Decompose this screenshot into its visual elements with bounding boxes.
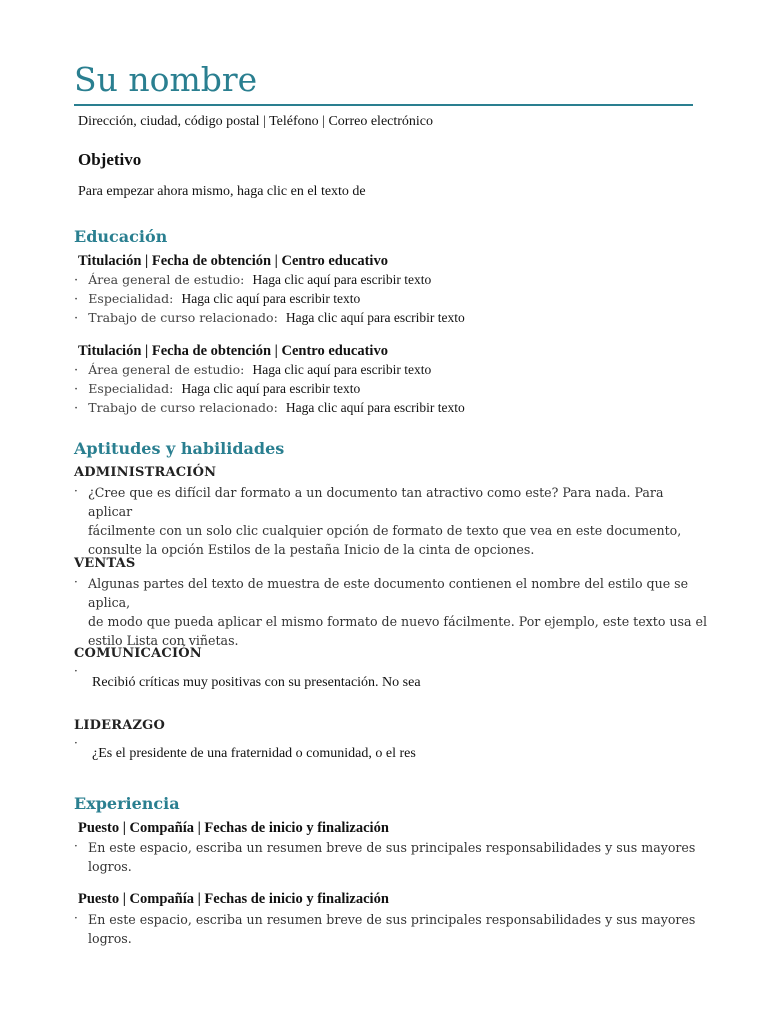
field-label: Trabajo de curso relacionado: <box>88 400 278 415</box>
field-value[interactable]: Haga clic aquí para escribir texto <box>252 362 432 377</box>
skill-paragraph[interactable] <box>88 483 708 559</box>
experience-entry-header[interactable]: Puesto | Compañía | Fechas de inicio y finalización <box>78 820 389 836</box>
skill-text[interactable]: Recibió críticas muy positivas con su presentación. No sea <box>92 675 421 690</box>
skill-paragraph[interactable] <box>88 574 708 650</box>
field-value[interactable]: Haga clic aquí para escribir texto <box>285 310 465 325</box>
education-item <box>74 272 431 288</box>
objective-text[interactable]: Para empezar ahora mismo, haga clic en el texto de <box>78 184 366 199</box>
experience-entry-header[interactable]: Puesto | Compañía | Fechas de inicio y finalización <box>78 891 389 907</box>
text-line: de modo que pueda aplicar el mismo formato de nuevo fácilmente. Por ejemplo, este texto usa el <box>88 614 707 629</box>
bullet-icon: · <box>74 273 79 288</box>
bullet-icon: · <box>74 382 79 397</box>
bullet-icon: · <box>74 575 78 589</box>
experience-summary[interactable] <box>88 838 708 876</box>
bullet-icon: · <box>74 484 78 498</box>
skills-heading: Aptitudes y habilidades <box>74 439 285 458</box>
bullet-icon: · <box>74 311 79 326</box>
skill-group-title: VENTAS <box>74 556 136 571</box>
field-label: Área general de estudio: <box>88 362 245 377</box>
field-value[interactable]: Haga clic aquí para escribir texto <box>285 400 465 415</box>
text-line: Algunas partes del texto de muestra de este documento contienen el nombre del estilo que se aplica, <box>88 576 689 610</box>
education-entry-header[interactable]: Titulación | Fecha de obtención | Centro educativo <box>78 253 388 269</box>
field-label: Área general de estudio: <box>88 272 245 287</box>
resume-name[interactable]: Su nombre <box>74 60 258 99</box>
text-line: logros. <box>88 859 132 874</box>
bullet-icon: · <box>74 664 78 678</box>
field-label: Especialidad: <box>88 381 174 396</box>
experience-heading: Experiencia <box>74 794 180 813</box>
bullet-icon: · <box>74 363 79 378</box>
education-heading: Educación <box>74 227 168 246</box>
bullet-icon: · <box>74 839 78 853</box>
field-label: Trabajo de curso relacionado: <box>88 310 278 325</box>
bullet-icon: · <box>74 401 79 416</box>
field-value[interactable]: Haga clic aquí para escribir texto <box>181 291 361 306</box>
text-line: En este espacio, escriba un resumen breve de sus principales responsabilidades y sus mayores <box>88 840 696 855</box>
education-item <box>74 362 431 378</box>
text-line: ¿Cree que es difícil dar formato a un documento tan atractivo como este? Para nada. Para aplicar <box>88 485 664 519</box>
skill-group-title: ADMINISTRACIÓN <box>74 465 217 480</box>
name-underline <box>74 104 693 106</box>
education-item <box>74 381 360 397</box>
education-item <box>74 291 360 307</box>
contact-line[interactable]: Dirección, ciudad, código postal | Teléfono | Correo electrónico <box>78 114 434 129</box>
text-line: estilo Lista con viñetas. <box>88 633 239 648</box>
field-label: Especialidad: <box>88 291 174 306</box>
education-item <box>74 400 465 416</box>
experience-summary[interactable] <box>88 910 708 948</box>
education-item <box>74 310 465 326</box>
objective-heading: Objetivo <box>78 150 142 169</box>
text-line: fácilmente con un solo clic cualquier opción de formato de texto que vea en este documento, <box>88 523 682 538</box>
skill-text[interactable]: ¿Es el presidente de una fraternidad o comunidad, o el res <box>92 746 416 761</box>
skill-group-title: LIDERAZGO <box>74 718 166 733</box>
text-line: logros. <box>88 931 132 946</box>
field-value[interactable]: Haga clic aquí para escribir texto <box>252 272 432 287</box>
text-line: En este espacio, escriba un resumen breve de sus principales responsabilidades y sus mayores <box>88 912 696 927</box>
bullet-icon: · <box>74 736 78 750</box>
bullet-icon: · <box>74 911 78 925</box>
skill-group-title: COMUNICACIÓN <box>74 646 202 661</box>
text-line: consulte la opción Estilos de la pestaña Inicio de la cinta de opciones. <box>88 542 535 557</box>
education-entry-header[interactable]: Titulación | Fecha de obtención | Centro educativo <box>78 343 388 359</box>
field-value[interactable]: Haga clic aquí para escribir texto <box>181 381 361 396</box>
bullet-icon: · <box>74 292 79 307</box>
